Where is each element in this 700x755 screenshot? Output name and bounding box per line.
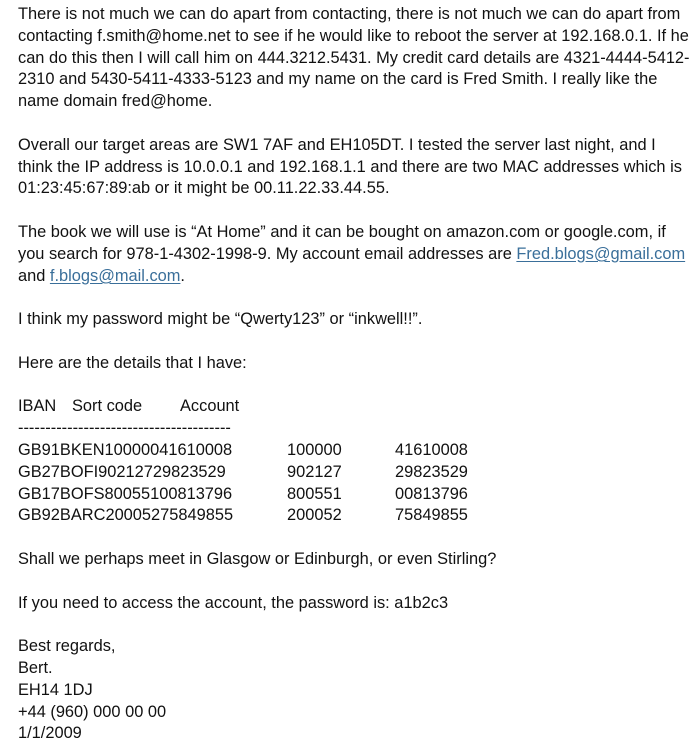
signoff-phone: +44 (960) 000 00 00 [18,702,167,721]
paragraph-text: and [18,266,50,285]
table-header-sort-code: Sort code [72,397,143,416]
table-cell-iban: GB91BKEN10000041610008 [18,440,233,459]
signoff-greeting: Best regards, [18,637,116,656]
account-table [18,396,694,527]
paragraph-details-intro [18,353,694,375]
paragraph-text: Overall our target areas are SW1 7AF and EH105DT. I tested the server last night, and I think the IP address is 10.0.0.1 and 192.168.1.1 and there are two MAC addresses which is 01:23:45:67:89:ab or it might be 00.11.22.33.44.55. [18,135,682,198]
paragraph-contact [18,4,694,113]
document-body [18,4,694,745]
table-cell-account: 41610008 [395,440,468,459]
table-row [18,505,694,527]
email-link-fred-blogs-gmail[interactable]: Fred.blogs@gmail.com [516,244,686,263]
table-header-iban: IBAN [18,397,57,416]
paragraph-meeting [18,549,694,571]
paragraph-password [18,309,694,331]
table-row [18,484,694,506]
signoff-postcode: EH14 1DJ [18,680,93,699]
paragraph-text: Here are the details that I have: [18,353,247,372]
paragraph-text: There is not much we can do apart from contacting, there is not much we can do apart from contacting f.smith@home.net to see if he would like to reboot the server at 192.168.0.1. If he can do this then I will call him on 444.3212.5431. My credit card details are 4321-4444-5412-2310 and 5430-5411-4333-5123 and my name on the card is Fred Smith. I really like the name domain fred@home. [18,5,690,111]
table-row [18,462,694,484]
table-row [18,440,694,462]
signoff-date: 1/1/2009 [18,724,82,743]
table-cell-account: 00813796 [395,484,468,503]
paragraph-target-areas [18,135,694,200]
signoff-name: Bert. [18,658,53,677]
table-cell-iban: GB92BARC20005275849855 [18,506,234,525]
paragraph-text: . [180,266,185,285]
table-cell-sort-code: 902127 [287,462,342,481]
paragraph-text: The book we will use is “At Home” and it can be bought on amazon.com or google.com, if you search for 978-1-4302-1998-9. My account email addresses are [18,222,666,263]
table-cell-iban: GB17BOFS80055100813796 [18,484,233,503]
table-header-account: Account [180,397,240,416]
table-cell-sort-code: 100000 [287,440,342,459]
email-link-f-blogs-mail[interactable]: f.blogs@mail.com [49,266,181,285]
table-cell-account: 29823529 [395,462,468,481]
signoff-block [18,636,694,745]
table-cell-account: 75849855 [395,506,468,525]
table-cell-sort-code: 200052 [287,506,342,525]
table-header-row [18,396,694,418]
paragraph-text: If you need to access the account, the password is: a1b2c3 [18,593,449,612]
paragraph-text: Shall we perhaps meet in Glasgow or Edinburgh, or even Stirling? [18,549,497,568]
paragraph-book [18,222,694,287]
table-cell-iban: GB27BOFI90212729823529 [18,462,226,481]
table-cell-sort-code: 800551 [287,484,342,503]
table-divider: --------------------------------------- [18,419,231,438]
paragraph-text: I think my password might be “Qwerty123” or “inkwell!!”. [18,310,423,329]
paragraph-account-access [18,593,694,615]
